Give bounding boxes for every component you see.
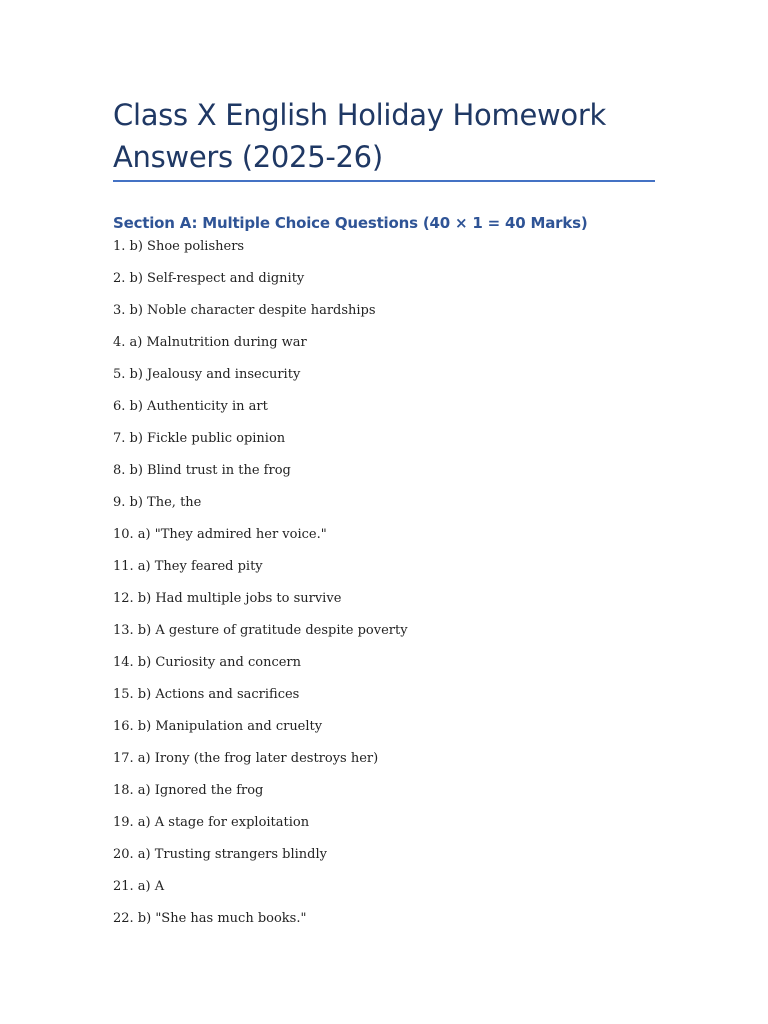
answer-item: 13. b) A gesture of gratitude despite poverty bbox=[113, 623, 408, 638]
answer-item: 22. b) "She has much books." bbox=[113, 911, 307, 926]
answer-item: 20. a) Trusting strangers blindly bbox=[113, 847, 327, 862]
answer-item: 21. a) A bbox=[113, 879, 165, 894]
answer-item: 14. b) Curiosity and concern bbox=[113, 655, 301, 670]
answer-item: 16. b) Manipulation and cruelty bbox=[113, 719, 323, 734]
answer-item: 12. b) Had multiple jobs to survive bbox=[113, 591, 342, 606]
answer-item: 18. a) Ignored the frog bbox=[113, 783, 264, 798]
answer-item: 6. b) Authenticity in art bbox=[113, 399, 268, 414]
document-title: Class X English Holiday Homework Answers (2025-26) bbox=[113, 98, 606, 174]
answer-item: 10. a) "They admired her voice." bbox=[113, 527, 327, 542]
answer-item: 8. b) Blind trust in the frog bbox=[113, 463, 291, 478]
answer-item: 7. b) Fickle public opinion bbox=[113, 431, 286, 446]
answer-item: 4. a) Malnutrition during war bbox=[113, 335, 307, 350]
answer-item: 15. b) Actions and sacrifices bbox=[113, 687, 300, 702]
answer-item: 17. a) Irony (the frog later destroys her) bbox=[113, 751, 379, 766]
title-underline bbox=[113, 180, 655, 182]
answer-item: 19. a) A stage for exploitation bbox=[113, 815, 310, 830]
section-a-heading: Section A: Multiple Choice Questions (40 × 1 = 40 Marks) bbox=[113, 214, 588, 232]
answer-item: 9. b) The, the bbox=[113, 495, 202, 510]
answer-item: 2. b) Self-respect and dignity bbox=[113, 271, 305, 286]
answer-item: 11. a) They feared pity bbox=[113, 559, 263, 574]
answer-item: 1. b) Shoe polishers bbox=[113, 239, 245, 254]
answer-item: 5. b) Jealousy and insecurity bbox=[113, 367, 301, 382]
answer-list bbox=[113, 237, 408, 941]
answer-item: 3. b) Noble character despite hardships bbox=[113, 303, 376, 318]
